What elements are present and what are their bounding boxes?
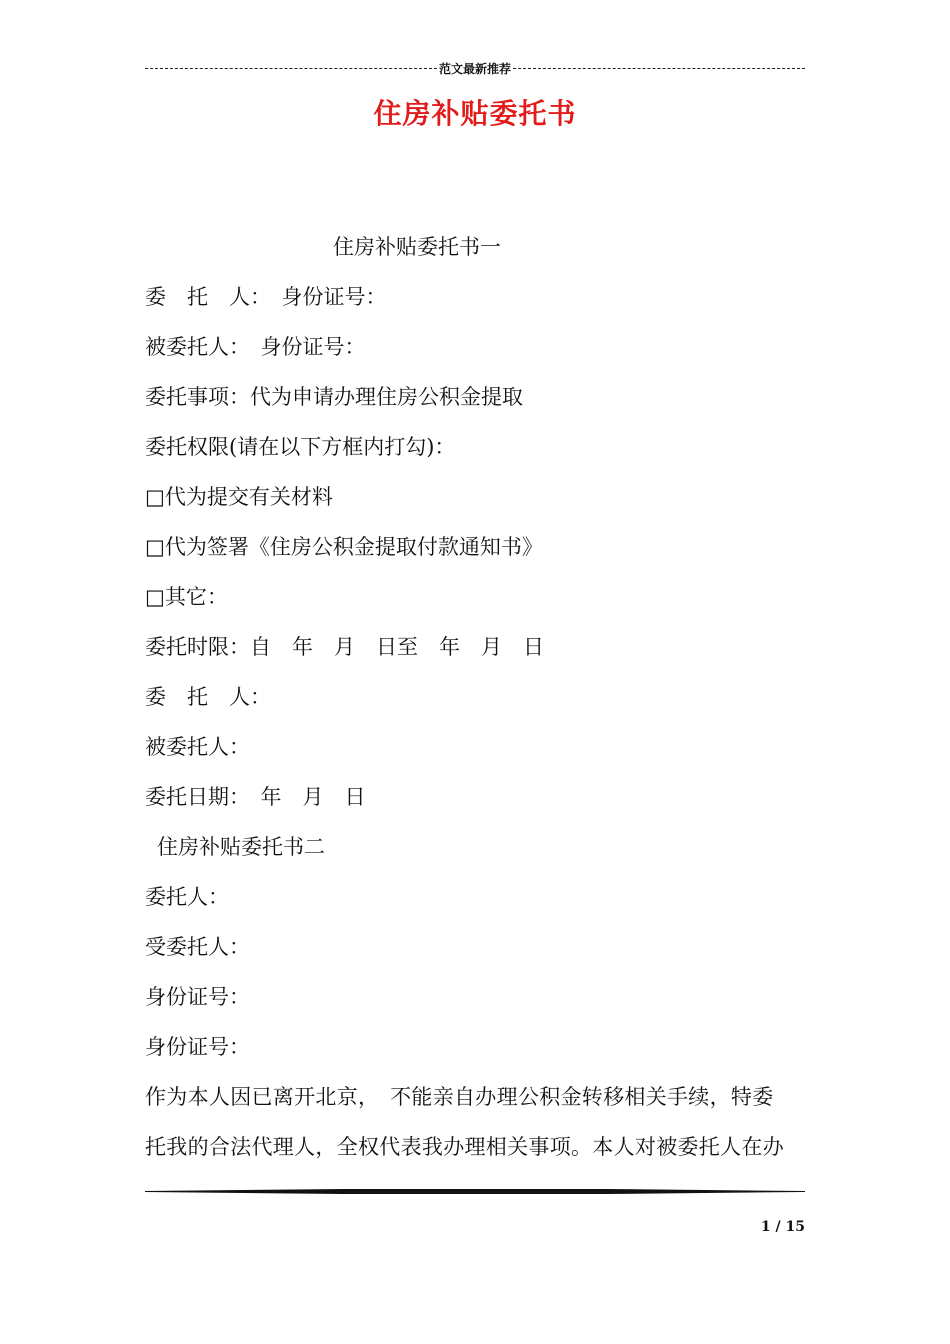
text-line: 受委托人： xyxy=(145,935,250,959)
document-body xyxy=(145,222,810,1172)
section-heading-2: 住房补贴委托书二 xyxy=(157,835,325,859)
text-line: 委 托 人： 身份证号： xyxy=(145,285,387,309)
page-number: 1 / 15 xyxy=(760,1219,805,1235)
text-line: 委托事项：代为申请办理住房公积金提取 xyxy=(145,385,523,409)
paragraph-line: 作为本人因已离开北京， 不能亲自办理公积金转移相关手续，特委 xyxy=(145,1085,774,1109)
header-label: 范文最新推荐 xyxy=(439,61,512,76)
text-line: 身份证号： xyxy=(145,1035,250,1059)
header-dash-left xyxy=(145,68,437,69)
text-line: 委 托 人： xyxy=(145,685,271,709)
section-heading-1: 住房补贴委托书一 xyxy=(333,235,501,259)
footer-rule xyxy=(145,1189,805,1194)
text-line: 被委托人： 身份证号： xyxy=(145,335,366,359)
text-line: 委托日期： 年 月 日 xyxy=(145,785,366,809)
text-line: 身份证号： xyxy=(145,985,250,1009)
text-line: 委托人： xyxy=(145,885,229,909)
checkbox-line: □代为签署《住房公积金提取付款通知书》 xyxy=(145,535,543,559)
checkbox-line: □代为提交有关材料 xyxy=(145,485,333,509)
paragraph-line: 托我的合法代理人，全权代表我办理相关事项。本人对被委托人在办 xyxy=(145,1135,784,1159)
document-title: 住房补贴委托书 xyxy=(373,97,577,130)
text-line: 委托时限：自 年 月 日至 年 月 日 xyxy=(145,635,544,659)
checkbox-line: □其它： xyxy=(145,585,228,609)
text-line: 委托权限(请在以下方框内打勾)： xyxy=(145,435,456,459)
page-header xyxy=(145,58,805,78)
text-line: 被委托人： xyxy=(145,735,250,759)
header-dash-right xyxy=(513,68,805,69)
